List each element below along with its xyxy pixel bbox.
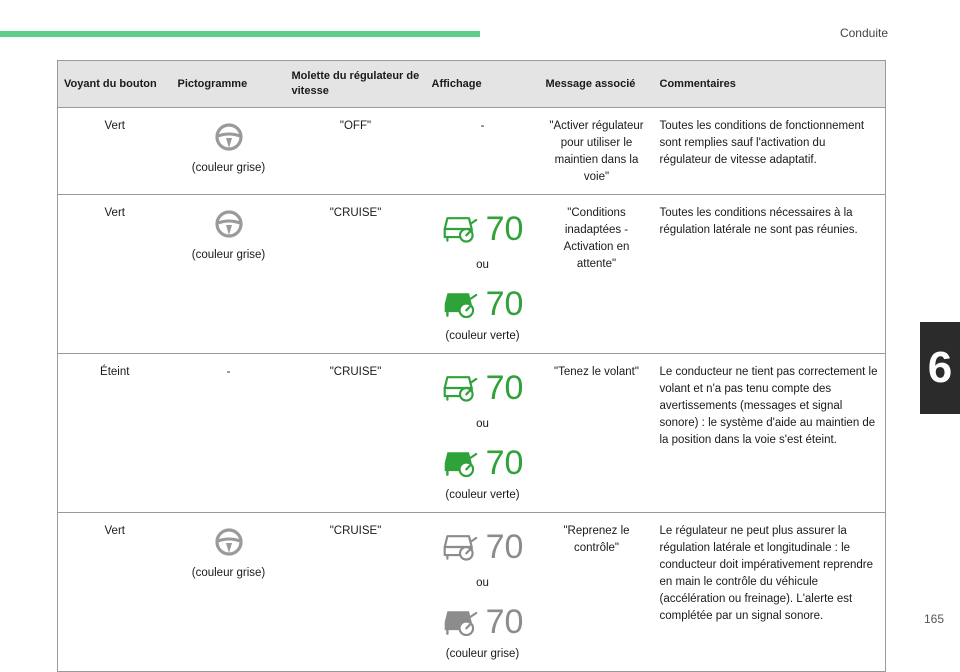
section-title: Conduite xyxy=(839,26,888,40)
cell-commentaires: Toutes les conditions de fonctionnement sont remplies sauf l'activation du régulateur de vitesse adaptatif. xyxy=(654,108,886,195)
cell-commentaires: Toutes les conditions nécessaires à la régulation latérale ne sont pas réunies. xyxy=(654,195,886,354)
chapter-tab: 6 xyxy=(920,322,960,414)
table-row xyxy=(58,513,886,672)
lane-assist-outline-icon xyxy=(442,370,478,406)
table-row xyxy=(58,108,886,195)
cell-pictogramme xyxy=(172,108,286,195)
header-commentaires: Commentaires xyxy=(654,61,886,108)
page-number: 165 xyxy=(923,612,944,626)
accent-bar xyxy=(0,31,480,37)
cell-commentaires: Le conducteur ne tient pas correctement le volant et n'a pas tenu compte des avertissements (messages et signal sonore) : le système d'aide au maintien de la position dans la voie s'est éteint. xyxy=(654,354,886,513)
steering-wheel-icon xyxy=(214,122,244,152)
cell-message: "Conditions inadaptées - Activation en attente" xyxy=(540,195,654,354)
lane-assist-outline-icon xyxy=(442,529,478,565)
or-label: ou xyxy=(476,577,489,589)
table-header-row xyxy=(58,61,886,108)
header-molette: Molette du régulateur de vitesse xyxy=(286,61,426,108)
header-voyant: Voyant du bouton xyxy=(58,61,172,108)
cell-voyant: Vert xyxy=(58,195,172,354)
cell-affichage: - xyxy=(426,108,540,195)
cell-voyant: Vert xyxy=(58,513,172,672)
cell-affichage xyxy=(426,513,540,672)
speed-value: 70 xyxy=(485,603,524,641)
display-caption: (couleur verte) xyxy=(445,489,520,501)
table-row xyxy=(58,354,886,513)
indicator-table xyxy=(57,60,886,672)
display-caption: (couleur verte) xyxy=(445,330,520,342)
cell-molette: "OFF" xyxy=(286,108,426,195)
header-pictogramme: Pictogramme xyxy=(172,61,286,108)
cell-voyant: Vert xyxy=(58,108,172,195)
lane-assist-filled-icon xyxy=(442,604,478,640)
cell-molette: "CRUISE" xyxy=(286,354,426,513)
cell-commentaires: Le régulateur ne peut plus assurer la régulation latérale et longitudinale : le conducteur doit impérativement reprendre en main le contrôle du véhicule (accélération ou freinage). L'alerte est complétée par un signal sonore. xyxy=(654,513,886,672)
speed-value: 70 xyxy=(485,210,524,248)
cell-message: "Activer régulateur pour utiliser le maintien dans la voie" xyxy=(540,108,654,195)
cell-molette: "CRUISE" xyxy=(286,195,426,354)
picto-caption: (couleur grise) xyxy=(191,162,266,174)
cell-pictogramme xyxy=(172,513,286,672)
header-message: Message associé xyxy=(540,61,654,108)
cell-message: "Tenez le volant" xyxy=(540,354,654,513)
table-row xyxy=(58,195,886,354)
speed-value: 70 xyxy=(485,285,524,323)
picto-caption: (couleur grise) xyxy=(191,249,266,261)
steering-wheel-icon xyxy=(214,527,244,557)
or-label: ou xyxy=(476,418,489,430)
cell-affichage xyxy=(426,354,540,513)
or-label: ou xyxy=(476,259,489,271)
picto-caption: (couleur grise) xyxy=(191,567,266,579)
lane-assist-outline-icon xyxy=(442,211,478,247)
cell-pictogramme: - xyxy=(172,354,286,513)
header-affichage: Affichage xyxy=(426,61,540,108)
lane-assist-filled-icon xyxy=(442,445,478,481)
display-caption: (couleur grise) xyxy=(445,648,520,660)
cell-voyant: Éteint xyxy=(58,354,172,513)
cell-message: "Reprenez le contrôle" xyxy=(540,513,654,672)
speed-value: 70 xyxy=(485,369,524,407)
speed-value: 70 xyxy=(485,444,524,482)
speed-value: 70 xyxy=(485,528,524,566)
cell-affichage xyxy=(426,195,540,354)
cell-pictogramme xyxy=(172,195,286,354)
cell-molette: "CRUISE" xyxy=(286,513,426,672)
lane-assist-filled-icon xyxy=(442,286,478,322)
steering-wheel-icon xyxy=(214,209,244,239)
